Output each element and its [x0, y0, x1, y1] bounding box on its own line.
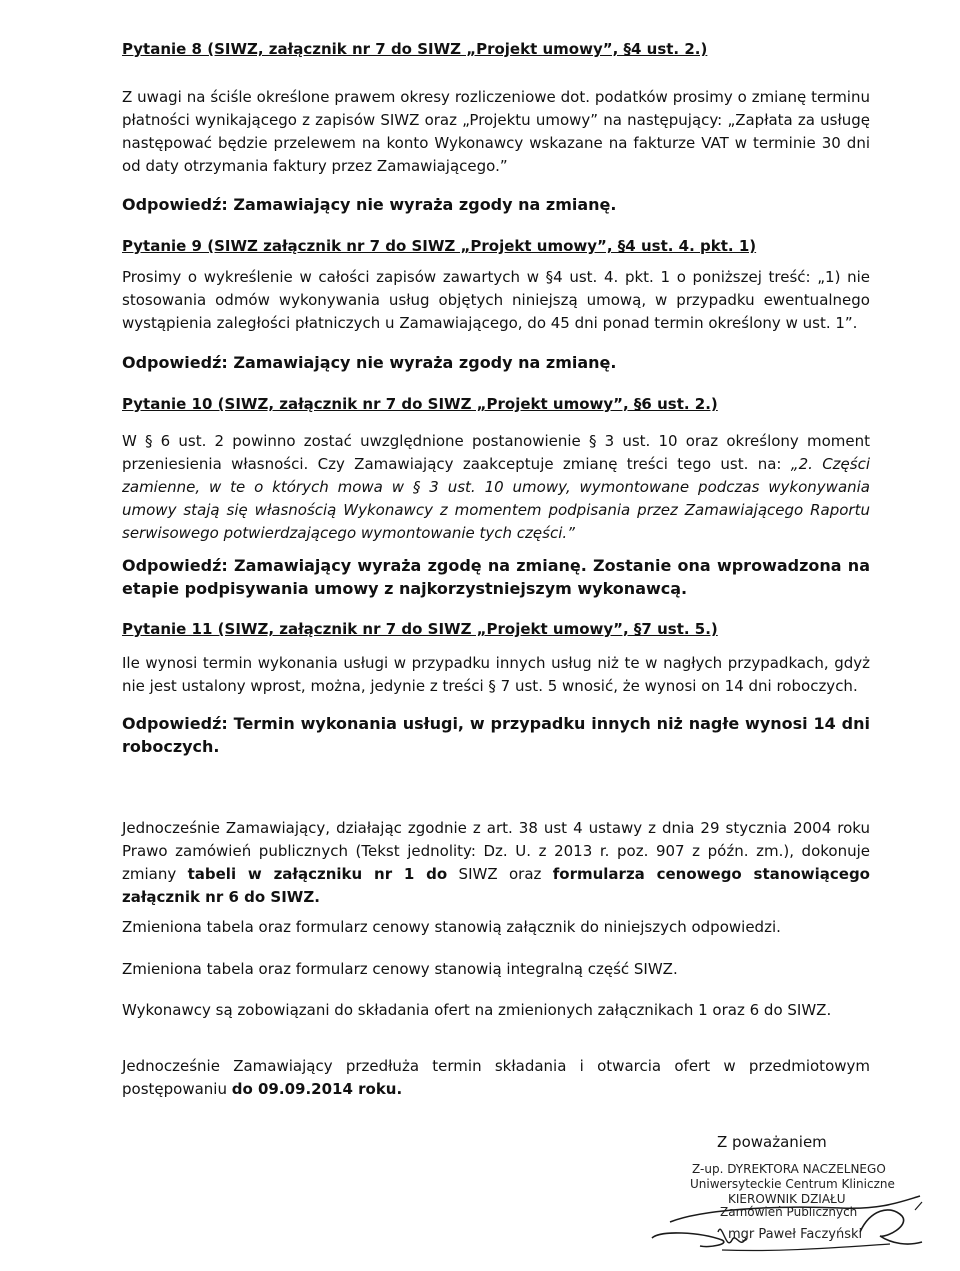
question-9-body: Prosimy o wykreślenie w całości zapisów zawartych w §4 ust. 4. pkt. 1 o poniższej treść: „1) nie stosowania odmów wykonywania usług objętych niniejszą umową, w przypadku ewentualnego wystąpienia zaległości płatniczych u Zamawiającego, do 45 dni ponad termin określony w ust. 1”.	[122, 268, 870, 332]
question-9-heading: Pytanie 9 (SIWZ załącznik nr 7 do SIWZ „Projekt umowy”, §4 ust. 4. pkt. 1)	[122, 237, 757, 255]
question-10-heading: Pytanie 10 (SIWZ, załącznik nr 7 do SIWZ „Projekt umowy”, §6 ust. 2.)	[122, 395, 718, 413]
question-11-body: Ile wynosi termin wykonania usługi w przypadku innych usług niż te w nagłych przypadkach, gdyż nie jest ustalony wprost, można, jedynie z treści § 7 ust. 5 wnosić, że wynosi on 14 dni roboczych.	[122, 654, 870, 695]
question-8-answer: Odpowiedź: Zamawiający nie wyraża zgody na zmianę.	[122, 195, 617, 214]
deadline-extension: Jednocześnie Zamawiający przedłuża termin składania i otwarcia ofert w przedmiotowym postępowaniu do 09.09.2014 roku.	[122, 1057, 870, 1098]
attachment-change-notice: Jednocześnie Zamawiający, działając zgodnie z art. 38 ust 4 ustawy z dnia 29 stycznia 2004 roku Prawo zamówień publicznych (Tekst jednolity: Dz. U. z 2013 r. poz. 907 z późn. zm.), dokonuje zmiany tabeli w załączniku nr 1 do SIWZ oraz formularza cenowego stanowiącego załącznik nr 6 do SIWZ.	[122, 819, 870, 906]
handwritten-signature	[640, 1160, 930, 1265]
closing-greeting: Z poważaniem	[717, 1133, 827, 1151]
question-9-answer: Odpowiedź: Zamawiający nie wyraża zgody na zmianę.	[122, 353, 617, 372]
statement-attachment: Zmieniona tabela oraz formularz cenowy stanowią załącznik do niniejszych odpowiedzi.	[122, 918, 781, 936]
question-10-body: W § 6 ust. 2 powinno zostać uwzględnione postanowienie § 3 ust. 10 oraz określony moment przeniesienia własności. Czy Zamawiający zaakceptuje zmianę treści tego ust. na: „2. Części zamienne, w te o których mowa w § 3 ust. 10 umowy, wymontowane podczas wykonywania umowy stają się własnością Wykonawcy z momentem podpisania przez Zamawiającego Raportu serwisowego potwierdzającego wymontowanie tych części.”	[122, 432, 871, 542]
question-8-heading: Pytanie 8 (SIWZ, załącznik nr 7 do SIWZ „Projekt umowy”, §4 ust. 2.)	[122, 40, 708, 58]
question-8-body: Z uwagi na ściśle określone prawem okresy rozliczeniowe dot. podatków prosimy o zmianę terminu płatności wynikającego z zapisów SIWZ oraz „Projektu umowy” na następujący: „Zapłata za usługę następować będzie przelewem na konto Wykonawcy wskazane na fakturze VAT w terminie 30 dni od daty otrzymania faktury przez Zamawiającego.”	[122, 88, 870, 175]
official-stamp	[640, 1160, 930, 1265]
stamp-line-2: Uniwersyteckie Centrum Kliniczne	[690, 1177, 895, 1191]
stamp-line-5: mgr Paweł Faczyński	[728, 1227, 863, 1242]
stamp-line-1: Z-up. DYREKTORA NACZELNEGO	[692, 1162, 886, 1176]
question-11-answer: Odpowiedź: Termin wykonania usługi, w przypadku innych niż nagłe wynosi 14 dni roboczych.	[122, 714, 870, 756]
question-10-answer: Odpowiedź: Zamawiający wyraża zgodę na zmianę. Zostanie ona wprowadzona na etapie podpisywania umowy z najkorzystniejszym wykonawcą.	[122, 556, 870, 598]
stamp-line-3: KIEROWNIK DZIAŁU	[728, 1192, 846, 1206]
question-11-heading: Pytanie 11 (SIWZ, załącznik nr 7 do SIWZ „Projekt umowy”, §7 ust. 5.)	[122, 620, 718, 638]
statement-integral-part: Zmieniona tabela oraz formularz cenowy stanowią integralną część SIWZ.	[122, 960, 678, 978]
statement-obligation: Wykonawcy są zobowiązani do składania ofert na zmienionych załącznikach 1 oraz 6 do SIWZ.	[122, 1001, 832, 1019]
stamp-line-4: Zamówień Publicznych	[720, 1205, 858, 1219]
